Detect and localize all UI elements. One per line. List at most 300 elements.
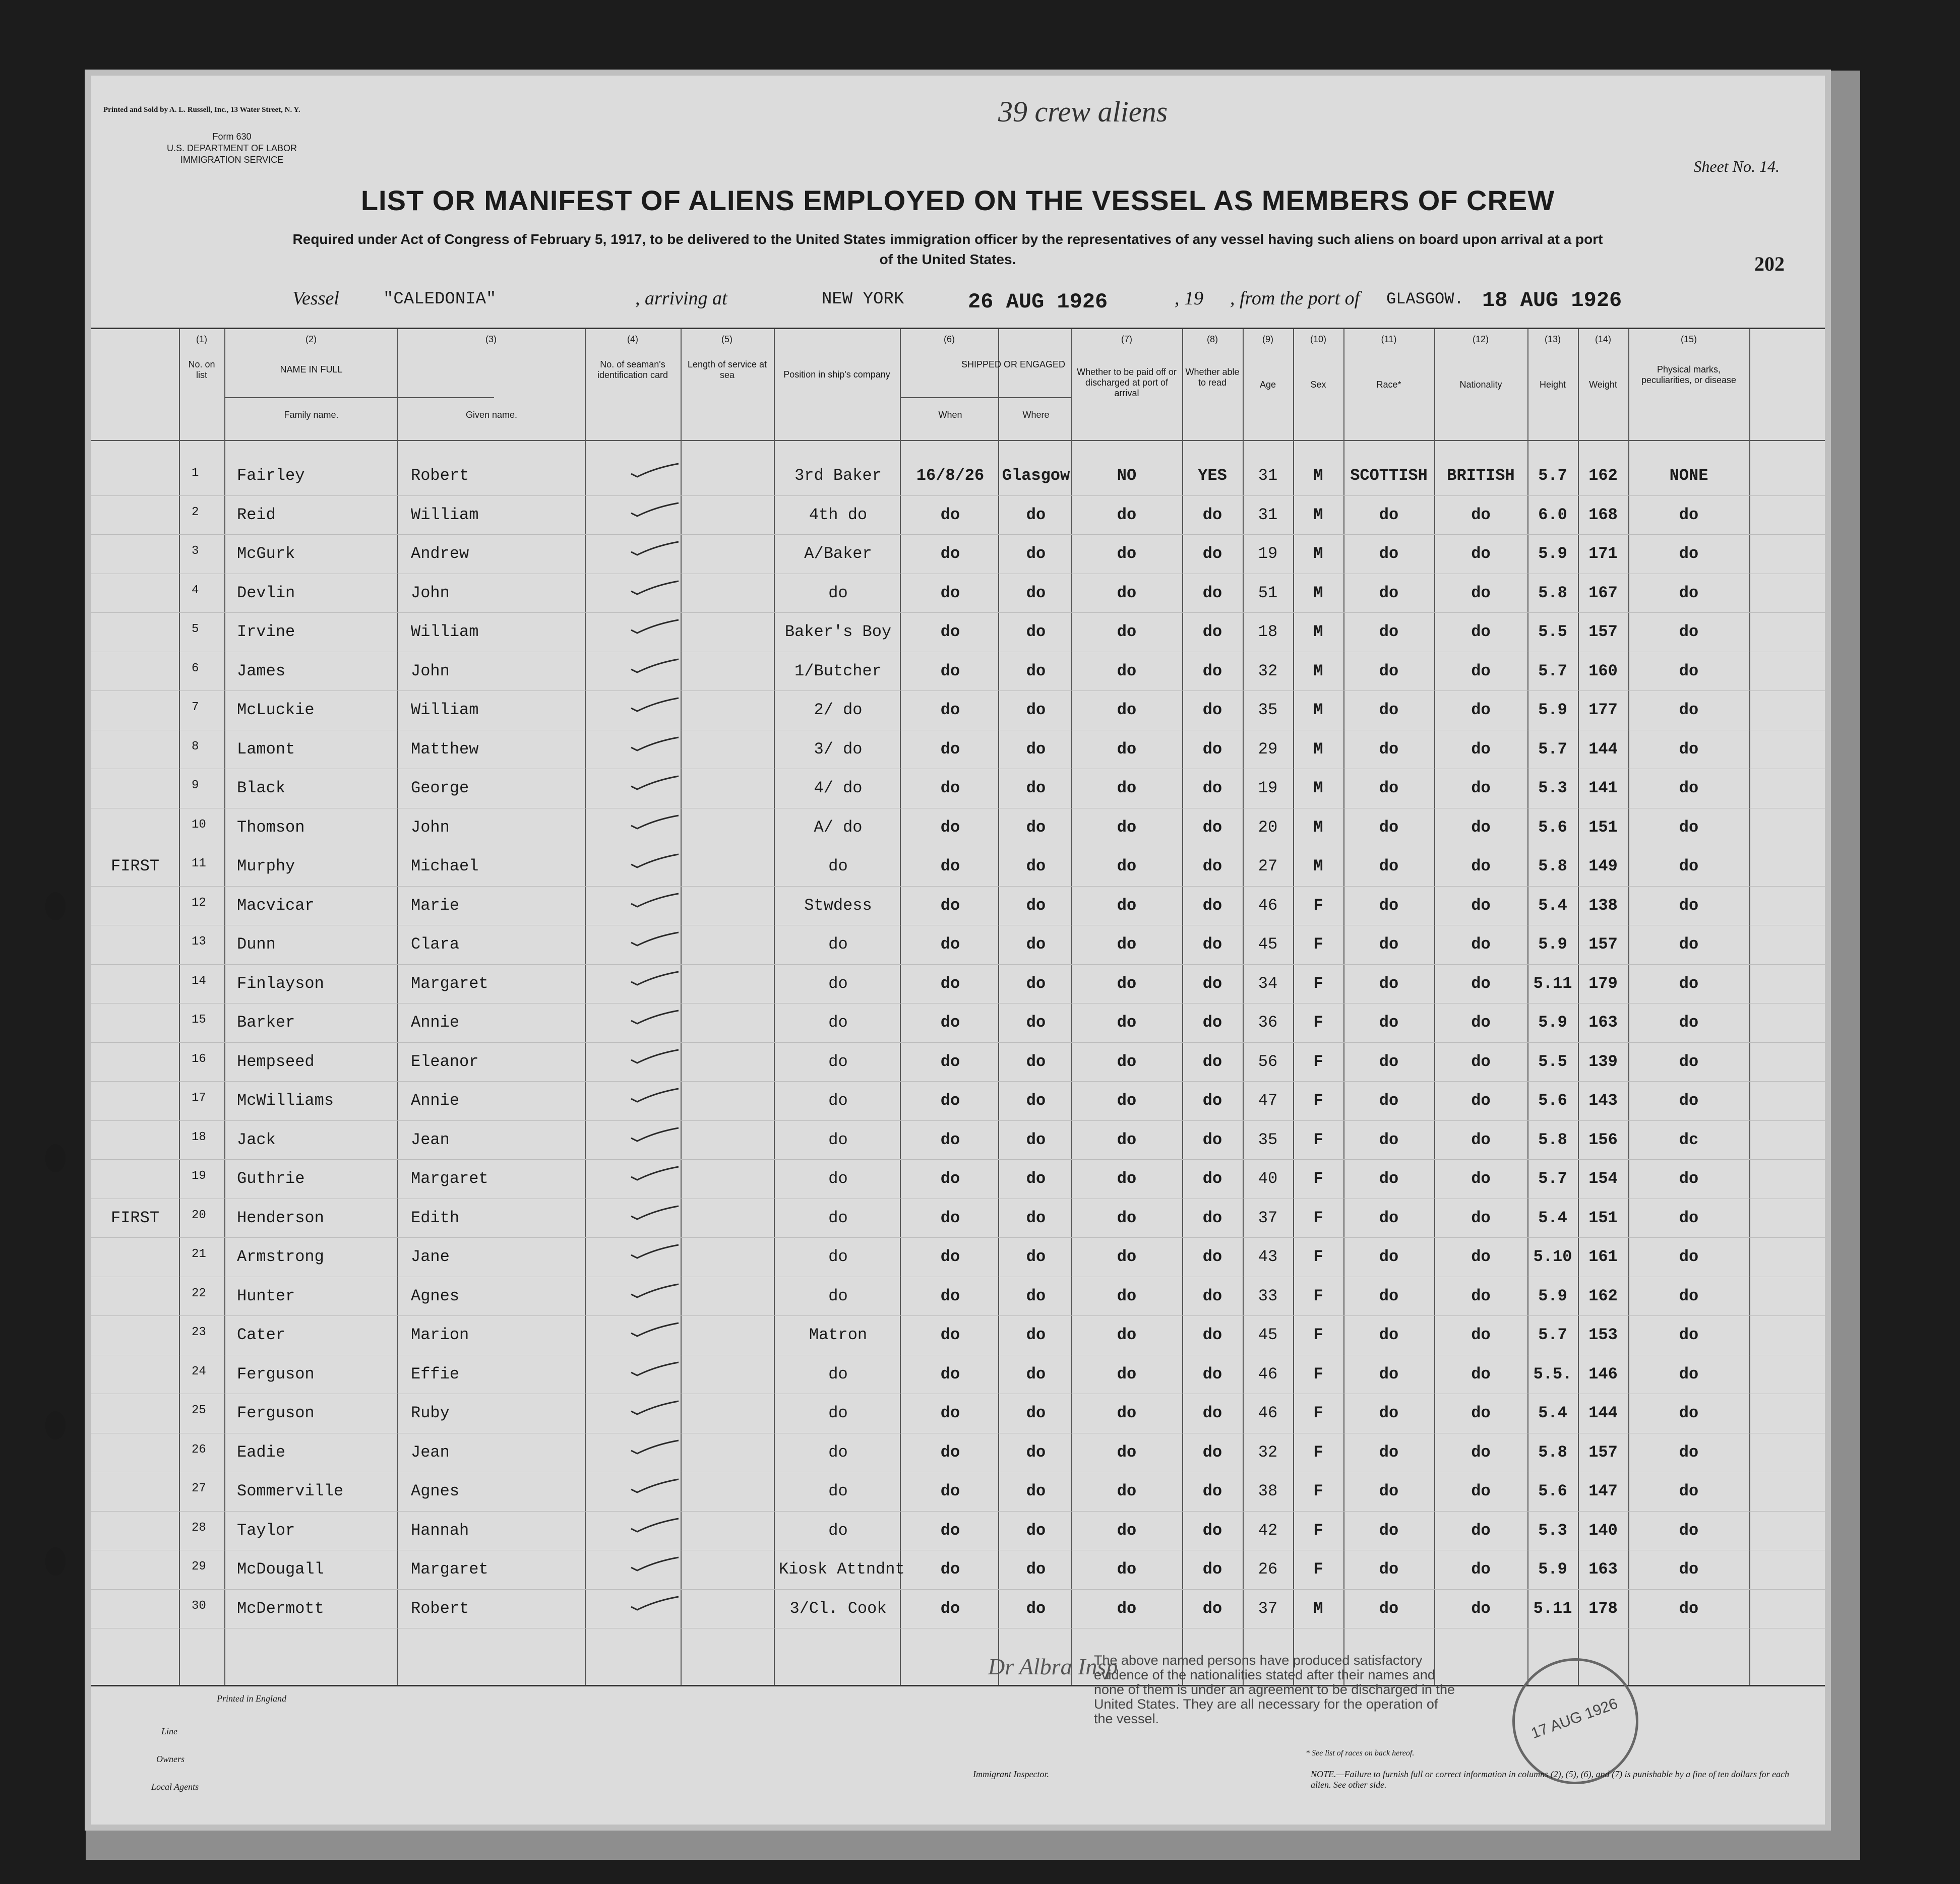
- cell-read: do: [1202, 1521, 1222, 1540]
- row-rule: [91, 690, 1825, 691]
- cell-sex: M: [1313, 466, 1323, 485]
- cell-paid: do: [1117, 1442, 1137, 1462]
- cell-read: do: [1202, 1286, 1222, 1305]
- cell-height: 5.8: [1538, 857, 1567, 875]
- subtitle: Required under Act of Congress of February 5, 1917, to be delivered to the United States immigration officer by the representatives of any vessel having such aliens on board upon arrival at a port of the United States.: [292, 231, 1603, 267]
- cell-race: do: [1379, 1326, 1399, 1344]
- header-nationality: Nationality: [1459, 380, 1502, 390]
- cell-race: do: [1379, 935, 1399, 954]
- cell-nat: do: [1471, 739, 1491, 759]
- checkmark-stroke: [631, 1167, 679, 1180]
- penalty-note: NOTE.—Failure to furnish full or correct information in columns (2), (5), (6), and (7) is punishable by a fine of ten dollars for each alien. See other side.: [1311, 1769, 1790, 1790]
- cell-read: do: [1202, 1404, 1222, 1422]
- checkmark-stroke: [631, 503, 679, 516]
- cell-mark: FIRST: [111, 1208, 160, 1227]
- checkmark-icon: [630, 1127, 681, 1142]
- cell-race: do: [1379, 1208, 1399, 1227]
- cell-where: do: [1026, 1442, 1046, 1462]
- local-agents-label: Local Agents: [151, 1782, 199, 1792]
- cell-given: William: [411, 505, 479, 524]
- cell-weight: 157: [1588, 935, 1618, 954]
- cell-marks: do: [1679, 1286, 1699, 1305]
- cell-height: 5.3: [1538, 779, 1567, 797]
- cell-marks: do: [1679, 818, 1699, 837]
- checkmark-stroke: [631, 1206, 679, 1219]
- cell-paid: do: [1117, 1169, 1137, 1188]
- cell-where: do: [1026, 1599, 1046, 1618]
- cell-position: Kiosk Attndnt: [779, 1560, 905, 1579]
- header-weight: Weight: [1589, 380, 1617, 390]
- cell-nat: do: [1471, 1599, 1491, 1618]
- checkmark-stroke: [631, 815, 679, 829]
- cell-where: do: [1026, 935, 1046, 954]
- cell-height: 5.5: [1538, 1052, 1567, 1071]
- cell-when: do: [940, 779, 960, 797]
- checkmark-icon: [630, 619, 681, 634]
- cell-marks: do: [1679, 583, 1699, 602]
- crew-table: [91, 328, 1825, 1686]
- checkmark-icon: [630, 853, 681, 868]
- page-number: 202: [1754, 253, 1785, 275]
- cell-family: Hempseed: [237, 1052, 315, 1071]
- cell-age: 31: [1258, 466, 1278, 485]
- cell-where: do: [1026, 1169, 1046, 1188]
- cell-nat: do: [1471, 974, 1491, 993]
- header-age: Age: [1259, 380, 1276, 390]
- cell-no: 27: [192, 1482, 206, 1495]
- cell-when: do: [940, 701, 960, 719]
- cell-read: do: [1202, 857, 1222, 875]
- cell-weight: 178: [1588, 1599, 1618, 1618]
- cell-height: 5.11: [1533, 974, 1572, 993]
- cell-weight: 177: [1588, 701, 1618, 719]
- cell-family: Lamont: [237, 739, 295, 759]
- cell-no: 30: [192, 1599, 206, 1613]
- cell-sex: F: [1313, 1364, 1323, 1384]
- cell-marks: do: [1679, 622, 1699, 641]
- departure-port: GLASGOW.: [1386, 290, 1464, 308]
- cell-where: do: [1026, 974, 1046, 993]
- cell-read: do: [1202, 505, 1222, 524]
- cell-position: do: [828, 935, 848, 954]
- cell-age: 27: [1258, 857, 1278, 875]
- header-no: No. on list: [188, 359, 215, 380]
- cell-marks: do: [1679, 974, 1699, 993]
- cell-nat: do: [1471, 818, 1491, 837]
- cell-race: do: [1379, 1286, 1399, 1305]
- cell-position: 3/Cl. Cook: [789, 1599, 887, 1618]
- cell-where: do: [1026, 1326, 1046, 1344]
- department: U.S. DEPARTMENT OF LABOR: [166, 143, 297, 153]
- cell-no: 22: [192, 1286, 206, 1300]
- cell-sex: M: [1313, 779, 1323, 797]
- cell-height: 5.6: [1538, 818, 1567, 837]
- checkmark-stroke: [631, 464, 679, 477]
- cell-marks: do: [1679, 779, 1699, 797]
- cell-when: do: [940, 583, 960, 602]
- cell-no: 29: [192, 1560, 206, 1574]
- cell-read: do: [1202, 818, 1222, 837]
- cell-sex: F: [1313, 1208, 1323, 1227]
- cell-marks: do: [1679, 1404, 1699, 1422]
- cell-paid: do: [1117, 1560, 1137, 1579]
- checkmark-stroke: [631, 1557, 679, 1571]
- cell-when: do: [940, 974, 960, 993]
- cell-weight: 162: [1588, 1286, 1618, 1305]
- checkmark-stroke: [631, 737, 679, 750]
- cell-weight: 138: [1588, 896, 1618, 915]
- cell-nat: do: [1471, 701, 1491, 719]
- cell-when: do: [940, 1286, 960, 1305]
- cell-age: 19: [1258, 779, 1278, 797]
- cell-position: do: [828, 1091, 848, 1110]
- cell-age: 47: [1258, 1091, 1278, 1110]
- races-note: * See list of races on back hereof.: [1306, 1749, 1415, 1757]
- cell-paid: do: [1117, 1404, 1137, 1422]
- column-number: (6): [944, 334, 955, 344]
- cell-height: 5.8: [1538, 583, 1567, 602]
- cell-marks: do: [1679, 1482, 1699, 1500]
- cell-sex: F: [1313, 1482, 1323, 1500]
- arrival-date: 26 AUG 1926: [968, 290, 1108, 314]
- checkmark-stroke: [631, 1011, 679, 1024]
- cell-no: 3: [192, 544, 199, 558]
- cell-family: Guthrie: [237, 1169, 305, 1188]
- checkmark-icon: [630, 1596, 681, 1611]
- cell-given: Eleanor: [411, 1052, 479, 1071]
- cell-age: 42: [1258, 1521, 1278, 1540]
- cell-read: do: [1202, 622, 1222, 641]
- cell-no: 23: [192, 1326, 206, 1339]
- cell-race: do: [1379, 857, 1399, 875]
- cell-given: William: [411, 622, 479, 641]
- cell-marks: do: [1679, 1091, 1699, 1110]
- cell-nat: do: [1471, 857, 1491, 875]
- cell-height: 5.8: [1538, 1130, 1567, 1149]
- cell-sex: M: [1313, 661, 1323, 680]
- cell-age: 18: [1258, 622, 1278, 641]
- row-rule: [91, 612, 1825, 613]
- cell-age: 36: [1258, 1013, 1278, 1032]
- cell-sex: F: [1313, 1169, 1323, 1188]
- cell-race: do: [1379, 974, 1399, 993]
- cell-paid: do: [1117, 779, 1137, 797]
- cell-marks: NONE: [1669, 466, 1708, 485]
- cell-no: 9: [192, 779, 199, 792]
- cell-no: 2: [192, 505, 199, 519]
- cell-paid: do: [1117, 1052, 1137, 1071]
- cell-paid: do: [1117, 1364, 1137, 1384]
- cell-when: do: [940, 857, 960, 875]
- cell-family: James: [237, 661, 286, 680]
- row-rule: [91, 1042, 1825, 1043]
- cell-race: do: [1379, 622, 1399, 641]
- cell-no: 14: [192, 974, 206, 988]
- checkmark-icon: [630, 1361, 681, 1376]
- cell-nat: do: [1471, 1169, 1491, 1188]
- cell-nat: do: [1471, 935, 1491, 954]
- cell-nat: do: [1471, 661, 1491, 680]
- cell-where: do: [1026, 1130, 1046, 1149]
- cell-when: do: [940, 1247, 960, 1266]
- form-block: [131, 131, 333, 166]
- cell-when: do: [940, 935, 960, 954]
- cell-height: 5.5: [1538, 622, 1567, 641]
- cell-given: Matthew: [411, 739, 479, 759]
- checkmark-icon: [630, 1322, 681, 1337]
- cell-weight: 146: [1588, 1364, 1618, 1384]
- cell-weight: 141: [1588, 779, 1618, 797]
- cell-age: 19: [1258, 544, 1278, 563]
- column-number: (5): [721, 334, 732, 344]
- cell-where: do: [1026, 701, 1046, 719]
- cell-read: do: [1202, 1208, 1222, 1227]
- checkmark-stroke: [631, 1401, 679, 1414]
- cell-weight: 143: [1588, 1091, 1618, 1110]
- cell-read: do: [1202, 583, 1222, 602]
- cell-marks: dc: [1679, 1130, 1699, 1149]
- cell-read: do: [1202, 544, 1222, 563]
- cell-height: 5.9: [1538, 544, 1567, 563]
- cell-given: Agnes: [411, 1286, 460, 1305]
- cell-position: Stwdess: [804, 896, 872, 915]
- cell-when: do: [940, 1326, 960, 1344]
- cell-race: do: [1379, 1013, 1399, 1032]
- cell-paid: do: [1117, 1326, 1137, 1344]
- cell-sex: F: [1313, 1091, 1323, 1110]
- cell-sex: F: [1313, 1130, 1323, 1149]
- binder-hole: [45, 1547, 66, 1576]
- checkmark-stroke: [631, 620, 679, 633]
- cell-sex: M: [1313, 857, 1323, 875]
- checkmark-icon: [630, 1010, 681, 1025]
- cell-family: Devlin: [237, 583, 295, 602]
- cell-where: do: [1026, 1208, 1046, 1227]
- cell-marks: do: [1679, 1013, 1699, 1032]
- cell-age: 32: [1258, 661, 1278, 680]
- cell-height: 5.4: [1538, 1208, 1567, 1227]
- cell-paid: do: [1117, 1130, 1137, 1149]
- cell-read: do: [1202, 1247, 1222, 1266]
- departure-date: 18 AUG 1926: [1482, 288, 1622, 312]
- column-number: (2): [305, 334, 317, 344]
- cell-nat: do: [1471, 1247, 1491, 1266]
- cell-sex: F: [1313, 1442, 1323, 1462]
- cell-where: do: [1026, 583, 1046, 602]
- cell-given: Ruby: [411, 1404, 450, 1422]
- cell-height: 5.9: [1538, 701, 1567, 719]
- cell-race: do: [1379, 1404, 1399, 1422]
- cell-age: 37: [1258, 1599, 1278, 1618]
- cell-given: Jean: [411, 1442, 450, 1462]
- cell-sex: F: [1313, 1404, 1323, 1422]
- cell-no: 17: [192, 1091, 206, 1105]
- cell-weight: 149: [1588, 857, 1618, 875]
- cell-read: do: [1202, 1482, 1222, 1500]
- cell-age: 46: [1258, 896, 1278, 915]
- cell-family: Reid: [237, 505, 276, 524]
- cell-nat: do: [1471, 1442, 1491, 1462]
- column-number: (12): [1472, 334, 1489, 344]
- cell-family: Armstrong: [237, 1247, 324, 1266]
- header-race: Race*: [1376, 380, 1401, 390]
- cell-nat: do: [1471, 1482, 1491, 1500]
- cell-family: Dunn: [237, 935, 276, 954]
- cell-no: 7: [192, 701, 199, 714]
- cell-marks: do: [1679, 1560, 1699, 1579]
- cell-sex: M: [1313, 739, 1323, 759]
- cell-paid: do: [1117, 1091, 1137, 1110]
- cell-age: 38: [1258, 1482, 1278, 1500]
- cell-where: do: [1026, 1052, 1046, 1071]
- row-rule: [91, 964, 1825, 965]
- header-position: Position in ship's company: [783, 369, 890, 380]
- cell-position: do: [828, 1482, 848, 1500]
- cell-weight: 167: [1588, 583, 1618, 602]
- cell-height: 5.6: [1538, 1482, 1567, 1500]
- checkmark-icon: [630, 1166, 681, 1181]
- cell-race: do: [1379, 1130, 1399, 1149]
- cell-age: 40: [1258, 1169, 1278, 1188]
- cell-sex: M: [1313, 818, 1323, 837]
- vessel-name: "CALEDONIA": [383, 290, 497, 309]
- row-rule: [91, 1237, 1825, 1238]
- row-rule: [91, 495, 1825, 496]
- row-rule: [91, 1120, 1825, 1121]
- cell-height: 6.0: [1538, 505, 1567, 524]
- cell-nat: do: [1471, 1404, 1491, 1422]
- cell-sex: F: [1313, 974, 1323, 993]
- cell-given: Annie: [411, 1013, 460, 1032]
- cell-where: do: [1026, 896, 1046, 915]
- checkmark-stroke: [631, 1519, 679, 1532]
- cell-read: do: [1202, 1560, 1222, 1579]
- cell-age: 56: [1258, 1052, 1278, 1071]
- cell-family: McWilliams: [237, 1091, 334, 1110]
- row-rule: [91, 1511, 1825, 1512]
- cell-family: Ferguson: [237, 1404, 315, 1422]
- cell-family: Murphy: [237, 857, 295, 875]
- cell-position: 2/ do: [814, 701, 863, 719]
- checkmark-stroke: [631, 932, 679, 946]
- cell-family: Taylor: [237, 1521, 295, 1540]
- cell-no: 1: [192, 466, 199, 480]
- cell-family: Sommerville: [237, 1482, 344, 1500]
- binder-hole: [45, 892, 66, 920]
- cell-height: 5.9: [1538, 935, 1567, 954]
- cell-race: do: [1379, 1169, 1399, 1188]
- cell-age: 32: [1258, 1442, 1278, 1462]
- cell-height: 5.4: [1538, 1404, 1567, 1422]
- cell-weight: 153: [1588, 1326, 1618, 1344]
- column-number: (4): [627, 334, 638, 344]
- cell-weight: 157: [1588, 622, 1618, 641]
- cell-read: do: [1202, 701, 1222, 719]
- checkmark-icon: [630, 1283, 681, 1298]
- cell-family: McGurk: [237, 544, 295, 563]
- cell-marks: do: [1679, 661, 1699, 680]
- cell-family: Henderson: [237, 1208, 324, 1227]
- cell-where: do: [1026, 1013, 1046, 1032]
- cell-height: 5.9: [1538, 1013, 1567, 1032]
- cell-race: SCOTTISH: [1350, 466, 1428, 485]
- cell-position: do: [828, 583, 848, 602]
- cell-marks: do: [1679, 935, 1699, 954]
- cell-when: do: [940, 544, 960, 563]
- cell-race: do: [1379, 505, 1399, 524]
- cell-marks: do: [1679, 544, 1699, 563]
- cell-no: 10: [192, 818, 206, 832]
- row-rule: [91, 1081, 1825, 1082]
- cell-position: do: [828, 1286, 848, 1305]
- cell-where: do: [1026, 622, 1046, 641]
- cell-family: Thomson: [237, 818, 305, 837]
- cell-family: McDermott: [237, 1599, 324, 1618]
- header-paid-off: Whether to be paid off or discharged at port of arrival: [1077, 367, 1177, 398]
- cell-age: 35: [1258, 1130, 1278, 1149]
- cell-where: Glasgow: [1002, 466, 1070, 485]
- cell-when: do: [940, 1364, 960, 1384]
- cell-family: Ferguson: [237, 1364, 315, 1384]
- cell-no: 21: [192, 1247, 206, 1261]
- cell-given: John: [411, 818, 450, 837]
- checkmark-icon: [630, 1205, 681, 1220]
- cell-when: do: [940, 1208, 960, 1227]
- cell-paid: do: [1117, 935, 1137, 954]
- checkmark-stroke: [631, 1089, 679, 1102]
- printed-in: Printed in England: [217, 1693, 286, 1704]
- cell-no: 18: [192, 1130, 206, 1144]
- cell-family: Fairley: [237, 466, 305, 485]
- header-shipped: SHIPPED OR ENGAGED: [961, 359, 1066, 369]
- cell-position: 4th do: [809, 505, 868, 524]
- cell-paid: do: [1117, 661, 1137, 680]
- cell-where: do: [1026, 779, 1046, 797]
- cell-no: 26: [192, 1442, 206, 1457]
- checkmark-stroke: [631, 776, 679, 789]
- cell-age: 33: [1258, 1286, 1278, 1305]
- cell-race: do: [1379, 1052, 1399, 1071]
- cell-given: Margaret: [411, 1169, 488, 1188]
- checkmark-icon: [630, 541, 681, 556]
- cell-race: do: [1379, 544, 1399, 563]
- cell-marks: do: [1679, 701, 1699, 719]
- cell-where: do: [1026, 1247, 1046, 1266]
- cell-read: do: [1202, 1013, 1222, 1032]
- cell-no: 5: [192, 622, 199, 636]
- cell-marks: do: [1679, 1599, 1699, 1618]
- cell-position: do: [828, 1521, 848, 1540]
- cell-position: do: [828, 1247, 848, 1266]
- cell-race: do: [1379, 1599, 1399, 1618]
- column-number: (8): [1207, 334, 1218, 344]
- checkmark-stroke: [631, 1440, 679, 1454]
- checkmark-icon: [630, 502, 681, 517]
- cell-age: 51: [1258, 583, 1278, 602]
- cell-paid: do: [1117, 974, 1137, 993]
- checkmark-stroke: [631, 542, 679, 555]
- cell-age: 34: [1258, 974, 1278, 993]
- cell-race: do: [1379, 661, 1399, 680]
- immigrant-inspector-label: Immigrant Inspector.: [973, 1769, 1049, 1779]
- cell-marks: do: [1679, 1208, 1699, 1227]
- page-title: LIST OR MANIFEST OF ALIENS EMPLOYED ON THE VESSEL AS MEMBERS OF CREW: [360, 184, 1555, 216]
- cell-paid: do: [1117, 1599, 1137, 1618]
- cell-height: 5.7: [1538, 739, 1567, 759]
- cell-weight: 179: [1588, 974, 1618, 993]
- checkmark-stroke: [631, 854, 679, 867]
- cell-read: do: [1202, 1364, 1222, 1384]
